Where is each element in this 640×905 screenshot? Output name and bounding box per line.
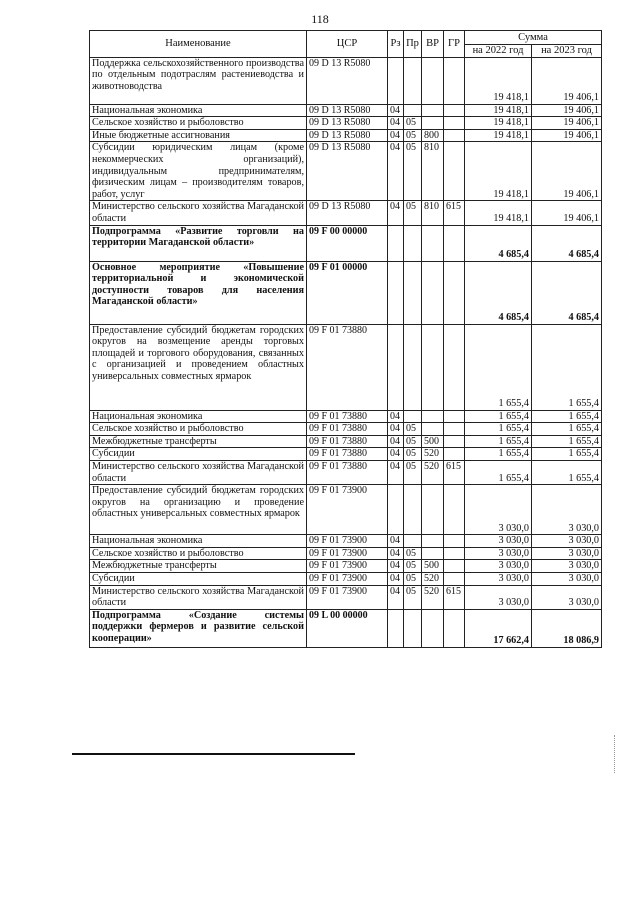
row-rz: 04 [388,547,404,560]
row-name: Межбюджетные трансферты [90,560,307,573]
row-pr: 05 [404,572,422,585]
row-sum-2023: 1 655,4 [532,448,602,461]
row-csr: 09 F 01 73880 [307,460,388,484]
row-vr: 810 [422,201,444,225]
row-name: Сельское хозяйство и рыболовство [90,547,307,560]
row-sum-2023: 3 030,0 [532,547,602,560]
table-row [90,57,602,104]
row-csr: 09 D 13 R5080 [307,57,388,104]
row-pr: 05 [404,560,422,573]
row-gr [444,142,465,201]
row-gr [444,57,465,104]
row-pr: 05 [404,448,422,461]
row-vr: 800 [422,129,444,142]
row-gr [444,560,465,573]
row-rz: 04 [388,423,404,436]
row-sum-2023: 19 406,1 [532,142,602,201]
row-pr [404,225,422,261]
row-sum-2023: 1 655,4 [532,423,602,436]
row-gr [444,423,465,436]
row-gr: 615 [444,201,465,225]
row-sum-2023: 3 030,0 [532,560,602,573]
row-sum-2022: 1 655,4 [465,448,532,461]
table-row [90,560,602,573]
row-csr: 09 F 01 73880 [307,448,388,461]
row-name: Основное мероприятие «Повышение территориальной и экономической доступности товаров для населения Магаданской области» [90,261,307,324]
row-gr [444,225,465,261]
row-gr [444,435,465,448]
row-sum-2022: 3 030,0 [465,535,532,548]
row-csr: 09 F 01 73900 [307,560,388,573]
row-sum-2023: 1 655,4 [532,460,602,484]
row-name: Подпрограмма «Развитие торговли на территории Магаданской области» [90,225,307,261]
row-vr: 810 [422,142,444,201]
row-sum-2023: 19 406,1 [532,117,602,130]
row-vr [422,57,444,104]
row-pr: 05 [404,117,422,130]
row-pr [404,57,422,104]
row-sum-2022: 1 655,4 [465,324,532,410]
row-sum-2023: 1 655,4 [532,435,602,448]
row-sum-2022: 4 685,4 [465,261,532,324]
row-name: Сельское хозяйство и рыболовство [90,423,307,436]
row-csr: 09 F 00 00000 [307,225,388,261]
row-sum-2023: 4 685,4 [532,225,602,261]
header-year-2022: на 2022 год [465,45,532,58]
row-csr: 09 D 13 R5080 [307,142,388,201]
row-gr [444,117,465,130]
row-vr [422,117,444,130]
row-sum-2023: 1 655,4 [532,324,602,410]
row-sum-2023: 3 030,0 [532,585,602,609]
row-name: Подпрограмма «Создание системы поддержки фермеров и развитие сельской кооперации» [90,609,307,647]
row-vr [422,261,444,324]
table-row [90,535,602,548]
table-row [90,117,602,130]
row-pr: 05 [404,585,422,609]
row-pr [404,324,422,410]
table-row [90,448,602,461]
row-sum-2022: 3 030,0 [465,547,532,560]
header-pr: Пр [404,31,422,58]
row-rz: 04 [388,104,404,117]
row-name: Иные бюджетные ассигнования [90,129,307,142]
row-rz: 04 [388,560,404,573]
row-name: Предоставление субсидий бюджетам городских округов на возмещение аренды торговых площадей и торгового оборудования, связанных с организацией и проведением областных универсальных совместных ярмарок [90,324,307,410]
row-vr [422,535,444,548]
table-row [90,423,602,436]
row-rz: 04 [388,460,404,484]
row-sum-2023: 19 406,1 [532,201,602,225]
row-csr: 09 F 01 73880 [307,435,388,448]
row-gr [444,129,465,142]
row-sum-2022: 1 655,4 [465,410,532,423]
row-name: Субсидии [90,448,307,461]
row-rz: 04 [388,535,404,548]
table-row [90,585,602,609]
row-gr [444,485,465,535]
row-vr: 500 [422,560,444,573]
row-sum-2023: 3 030,0 [532,572,602,585]
row-gr [444,535,465,548]
row-gr [444,261,465,324]
row-sum-2022: 19 418,1 [465,129,532,142]
row-gr [444,324,465,410]
margin-mark [614,735,616,773]
row-gr: 615 [444,460,465,484]
row-pr [404,535,422,548]
row-gr [444,609,465,647]
row-sum-2022: 19 418,1 [465,104,532,117]
header-gr: ГР [444,31,465,58]
row-gr: 615 [444,585,465,609]
page-number: 118 [311,12,329,26]
row-csr: 09 D 13 R5080 [307,104,388,117]
row-vr: 520 [422,572,444,585]
row-pr: 05 [404,547,422,560]
row-name: Поддержка сельскохозяйственного производства по отдельным подотраслям растениеводства и животноводства [90,57,307,104]
row-pr [404,485,422,535]
row-rz [388,57,404,104]
table-row [90,104,602,117]
row-csr: 09 F 01 73900 [307,535,388,548]
row-name: Национальная экономика [90,535,307,548]
row-vr [422,324,444,410]
row-name: Межбюджетные трансферты [90,435,307,448]
row-rz [388,261,404,324]
row-gr [444,104,465,117]
row-rz [388,324,404,410]
table-row [90,547,602,560]
table-row [90,460,602,484]
row-name: Министерство сельского хозяйства Магаданской области [90,201,307,225]
table-row [90,129,602,142]
row-rz [388,485,404,535]
row-vr: 520 [422,460,444,484]
row-name: Субсидии [90,572,307,585]
row-pr: 05 [404,201,422,225]
table-row [90,324,602,410]
table-row [90,572,602,585]
row-sum-2022: 4 685,4 [465,225,532,261]
table-row [90,609,602,647]
header-rz: Рз [388,31,404,58]
row-sum-2022: 19 418,1 [465,117,532,130]
row-csr: 09 F 01 73880 [307,410,388,423]
table-row [90,142,602,201]
header-year-2023: на 2023 год [532,45,602,58]
row-name: Министерство сельского хозяйства Магаданской области [90,585,307,609]
row-name: Сельское хозяйство и рыболовство [90,117,307,130]
row-gr [444,572,465,585]
row-sum-2022: 19 418,1 [465,57,532,104]
row-pr: 05 [404,435,422,448]
row-csr: 09 F 01 73900 [307,485,388,535]
table-body [90,57,602,647]
row-sum-2023: 1 655,4 [532,410,602,423]
row-sum-2022: 19 418,1 [465,142,532,201]
row-pr: 05 [404,460,422,484]
row-csr: 09 F 01 00000 [307,261,388,324]
row-csr: 09 F 01 73900 [307,572,388,585]
row-rz: 04 [388,129,404,142]
table-row [90,225,602,261]
row-name: Министерство сельского хозяйства Магаданской области [90,460,307,484]
budget-table [89,30,602,648]
header-csr: ЦСР [307,31,388,58]
table-row [90,435,602,448]
row-gr [444,410,465,423]
row-rz [388,609,404,647]
row-rz: 04 [388,201,404,225]
row-vr [422,225,444,261]
row-pr [404,104,422,117]
row-sum-2022: 17 662,4 [465,609,532,647]
row-sum-2022: 3 030,0 [465,572,532,585]
row-csr: 09 L 00 00000 [307,609,388,647]
row-vr: 520 [422,448,444,461]
table-row [90,261,602,324]
row-gr [444,547,465,560]
row-sum-2022: 1 655,4 [465,423,532,436]
row-sum-2022: 3 030,0 [465,585,532,609]
row-rz: 04 [388,585,404,609]
row-vr: 500 [422,435,444,448]
row-vr [422,609,444,647]
row-pr [404,410,422,423]
header-sum: Сумма [465,31,602,45]
row-sum-2022: 1 655,4 [465,460,532,484]
row-vr: 520 [422,585,444,609]
row-csr: 09 F 01 73900 [307,585,388,609]
row-csr: 09 D 13 R5080 [307,201,388,225]
row-sum-2023: 19 406,1 [532,129,602,142]
header-name: Наименование [90,31,307,58]
row-sum-2022: 1 655,4 [465,435,532,448]
table-row [90,485,602,535]
row-name: Национальная экономика [90,410,307,423]
row-csr: 09 D 13 R5080 [307,129,388,142]
row-sum-2023: 18 086,9 [532,609,602,647]
row-rz: 04 [388,448,404,461]
row-rz: 04 [388,410,404,423]
row-vr [422,547,444,560]
row-gr [444,448,465,461]
row-sum-2022: 3 030,0 [465,560,532,573]
row-rz: 04 [388,117,404,130]
row-pr: 05 [404,129,422,142]
row-name: Субсидии юридическим лицам (кроме некоммерческих организаций), индивидуальным предпринимателям, физическим лицам – производителям товаров, работ, услуг [90,142,307,201]
row-pr [404,261,422,324]
row-rz: 04 [388,435,404,448]
table-row [90,410,602,423]
table-row [90,201,602,225]
row-sum-2023: 19 406,1 [532,57,602,104]
row-vr [422,423,444,436]
row-name: Предоставление субсидий бюджетам городских округов на организацию и проведение областных универсальных совместных ярмарок [90,485,307,535]
header-vr: ВР [422,31,444,58]
row-sum-2023: 3 030,0 [532,535,602,548]
row-sum-2023: 3 030,0 [532,485,602,535]
row-sum-2022: 19 418,1 [465,201,532,225]
row-csr: 09 F 01 73880 [307,423,388,436]
row-name: Национальная экономика [90,104,307,117]
row-csr: 09 D 13 R5080 [307,117,388,130]
row-rz: 04 [388,142,404,201]
bottom-rule [72,753,355,755]
row-vr [422,104,444,117]
row-sum-2022: 3 030,0 [465,485,532,535]
row-sum-2023: 4 685,4 [532,261,602,324]
row-sum-2023: 19 406,1 [532,104,602,117]
row-rz [388,225,404,261]
row-vr [422,410,444,423]
row-csr: 09 F 01 73880 [307,324,388,410]
row-csr: 09 F 01 73900 [307,547,388,560]
row-pr: 05 [404,142,422,201]
row-pr [404,609,422,647]
row-pr: 05 [404,423,422,436]
row-rz: 04 [388,572,404,585]
row-vr [422,485,444,535]
